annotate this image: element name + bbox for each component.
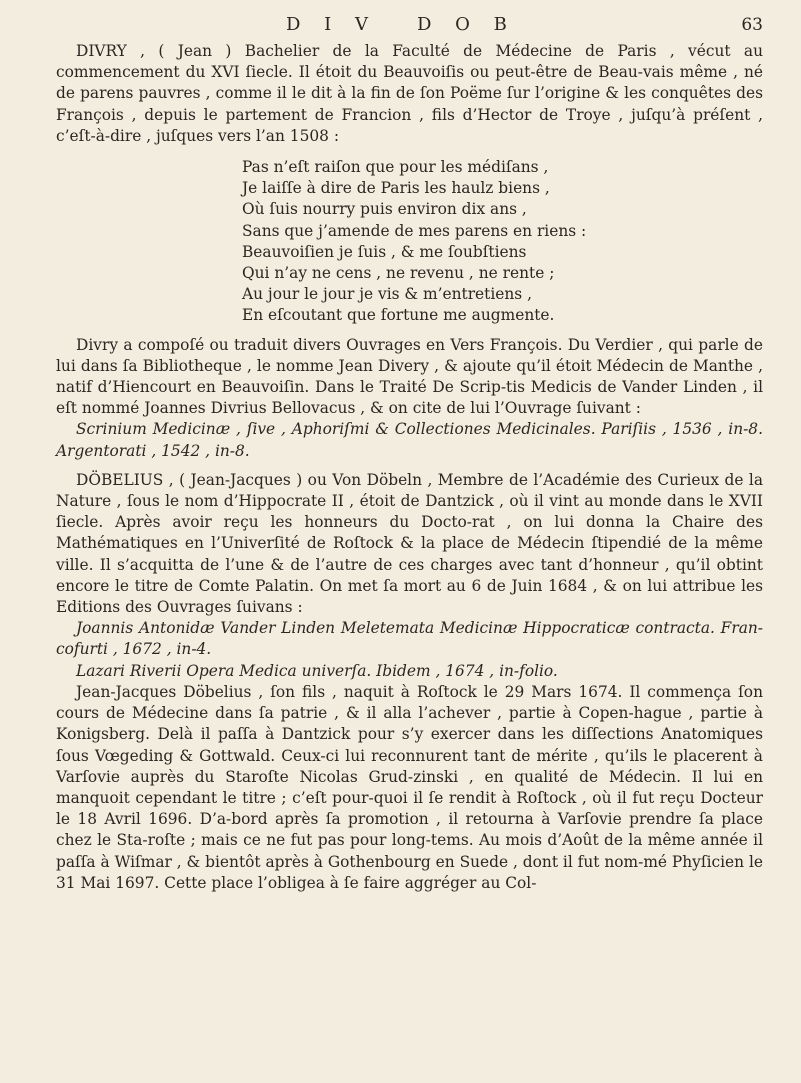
entry-divry bbox=[56, 41, 763, 462]
entry-dobelius bbox=[56, 470, 763, 894]
running-head-right: D O B bbox=[416, 14, 516, 35]
entry-dobelius-intro: DÖBELIUS , ( Jean-Jacques ) ou Von Döbeln , Membre de l’Académie des Curieux de la Nature , ſous le nom d’Hippocrate II , étoit de Dantzick , où il vint au monde dans le XVII ſiecle. Après avoir reçu les honneurs du Docto-rat , on lui donna la Chaire des Mathématiques en l’Univerſité de Roſtock & la place de Médecin ſtipendié de la même ville. Il s’acquitta de l’une & de l’autre de ces charges avec tant d’honneur , qu’il obtint encore le titre de Comte Palatin. On met ſa mort au 6 de Juin 1684 , & on lui attribue les Editions des Ouvrages ſuivans : bbox=[56, 470, 763, 617]
verse-line: En eſcoutant que fortune me augmente. bbox=[242, 306, 555, 325]
verse-line: Pas n’eſt raiſon que pour les médiſans , bbox=[242, 158, 549, 177]
running-head-words bbox=[286, 14, 516, 35]
verse-line: Qui n’ay ne cens , ne revenu , ne rente ; bbox=[242, 264, 555, 283]
running-head-left: D I V bbox=[286, 14, 377, 35]
verse-line: Je laiſſe à dire de Paris les haulz biens , bbox=[242, 179, 550, 198]
entry-dobelius-son: Jean-Jacques Döbelius , ſon fils , naquit à Roſtock le 29 Mars 1674. Il commença ſon cours de Médecine dans ſa patrie , & il alla l’achever , partie à Copen-hague , partie à Konigsberg. Delà il paſſa à Dantzick pour s’y exercer dans les diſſections Anatomiques ſous Vœgeding & Gottwald. Ceux-ci lui reconnurent tant de mérite , qu’ils le placerent à Varſovie auprès du Staroſte Nicolas Grud-zinski , en qualité de Médecin. Il lui en manquoit cependant le titre ; c’eſt pour-quoi il ſe rendit à Roſtock , où il fut reçu Docteur le 18 Avril 1696. D’a-bord après ſa promotion , il retourna à Varſovie prendre ſa place chez le Sta-roſte ; mais ce ne fut pas pour long-tems. Au mois d’Août de la même année il paſſa à Wiſmar , & bientôt après à Gothenbourg en Suede , dont il fut nom-mé Phyſicien le 31 Mai 1697. Cette place l’obligea à ſe faire aggréger au Col- bbox=[56, 682, 763, 892]
bibliography-scrinium: Scrinium Medicinæ , ſive , Aphoriſmi & Collectiones Medicinales. Pariſiis , 1536 , in-8. Argentorati , 1542 , in-8. bbox=[56, 420, 763, 460]
bibliography-riverii: Lazari Riverii Opera Medica univerſa. Ibidem , 1674 , in-folio. bbox=[76, 661, 558, 680]
running-head bbox=[56, 14, 763, 35]
verse-line: Au jour le jour je vis & m’entretiens , bbox=[242, 285, 532, 304]
verse-line: Où ſuis nourry puis environ dix ans , bbox=[242, 200, 527, 219]
entry-divry-intro: DIVRY , ( Jean ) Bachelier de la Faculté de Médecine de Paris , vécut au commencement du XVI ſiecle. Il étoit du Beauvoiſis ou peut-être de Beau-vais même , né de parens pauvres , comme il le dit à la fin de ſon Poëme ſur l’origine & les conquêtes des François , depuis le partement de Francion , fils d’Hector de Troye , juſqu’à préſent , c’eſt-à-dire , juſques vers l’an 1508 : bbox=[56, 42, 763, 145]
entry-divry-works: Divry a compoſé ou traduit divers Ouvrages en Vers François. Du Verdier , qui parle de lui dans ſa Bibliotheque , le nomme Jean Divery , & ajoute qu’il étoit Médecin de Manthe , natif d’Hiencourt en Beauvoiſin. Dans le Traité De Scrip-tis Medicis de Vander Linden , il eſt nommé Joannes Divrius Bellovacus , & on cite de lui l’Ouvrage ſuivant : bbox=[56, 335, 763, 418]
verse-line: Beauvoiſien je ſuis , & me ſoubſtiens bbox=[242, 242, 527, 261]
verse-quotation bbox=[242, 157, 763, 327]
bibliography-meletemata: Joannis Antonidæ Vander Linden Meletemata Medicinæ Hippocraticæ contracta. Fran-cofurti , 1672 , in-4. bbox=[56, 619, 763, 659]
page-number: 63 bbox=[741, 15, 763, 35]
verse-line: Sans que j’amende de mes parens en riens : bbox=[242, 221, 587, 240]
